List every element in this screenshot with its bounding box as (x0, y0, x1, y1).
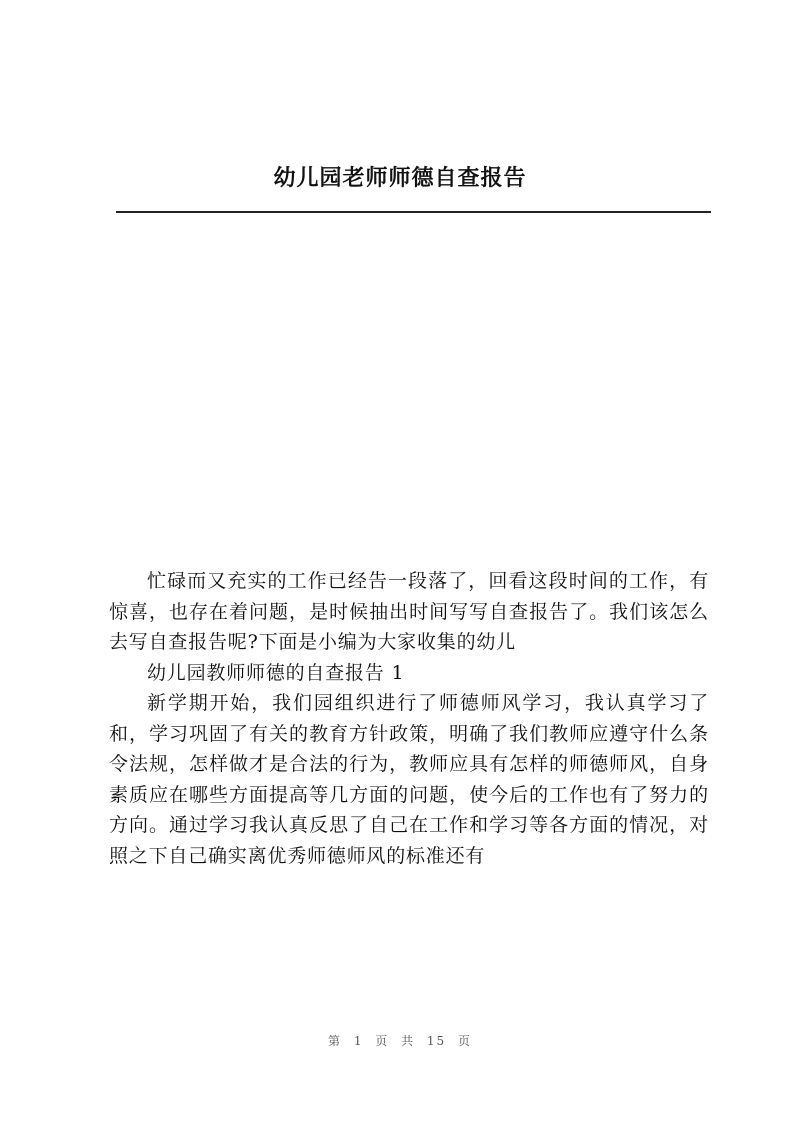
body-paragraph: 新学期开始，我们园组织进行了师德师风学习，我认真学习了和，学习巩固了有关的教育方针政策，明确了我们教师应遵守什么条令法规，怎样做才是合法的行为，教师应具有怎样的师德师风，自身素质应在哪些方面提高等几方面的问题，使今后的工作也有了努力的方向。通过学习我认真反思了自己在工作和学习等各方面的情况，对照之下自己确实离优秀师德师风的标准还有 (109, 692, 709, 867)
intro-paragraph: 忙碌而又充实的工作已经告一段落了，回看这段时间的工作，有惊喜，也存在着问题，是时候抽出时间写写自查报告了。我们该怎么去写自查报告呢?下面是小编为大家收集的幼儿 (109, 570, 709, 653)
section-heading: 幼儿园教师师德的自查报告 1 (147, 661, 405, 684)
document-title: 幼儿园老师师德自查报告 (273, 165, 527, 191)
document-body (109, 566, 709, 871)
title-underline (116, 211, 711, 213)
page-number-footer: 第 1 页 共 15 页 (328, 1034, 472, 1048)
